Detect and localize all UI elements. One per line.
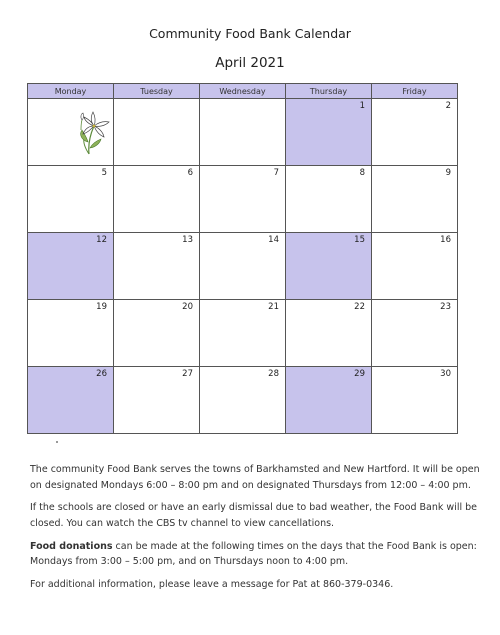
calendar-month: April 2021 [215, 55, 285, 71]
stray-dot [56, 441, 58, 443]
food-bank-notes [30, 462, 486, 600]
calendar-day-cell: 19 [28, 300, 114, 367]
calendar-day-cell: 29 [286, 367, 372, 434]
calendar-day-cell: 30 [372, 367, 458, 434]
calendar-day-cell: 28 [200, 367, 286, 434]
calendar-empty-cell [114, 99, 200, 166]
calendar-week-row [28, 166, 458, 233]
notes-paragraph-contact: For additional information, please leave a message for Pat at 860-379-0346. [30, 579, 394, 591]
calendar-title: Community Food Bank Calendar [149, 26, 351, 41]
day-header: Friday [372, 84, 458, 99]
day-header: Tuesday [114, 84, 200, 99]
calendar-day-cell: 1 [286, 99, 372, 166]
calendar-day-cell: 12 [28, 233, 114, 300]
calendar-day-cell: 21 [200, 300, 286, 367]
day-header-row [28, 84, 458, 99]
day-header: Wednesday [200, 84, 286, 99]
calendar-day-cell: 16 [372, 233, 458, 300]
calendar-day-cell: 23 [372, 300, 458, 367]
donations-heading: Food donations [30, 540, 113, 552]
calendar-day-cell: 2 [372, 99, 458, 166]
calendar-day-cell: 5 [28, 166, 114, 233]
calendar-week-row [28, 367, 458, 434]
calendar-day-cell: 9 [372, 166, 458, 233]
calendar-day-cell: 26 [28, 367, 114, 434]
notes-paragraph-service: The community Food Bank serves the towns of Barkhamsted and New Hartford. It will be open on designated Mondays 6:00 – 8:00 pm and on designated Thursdays from 12:00 – 4:00 pm. [30, 464, 480, 491]
calendar-day-cell: 8 [286, 166, 372, 233]
notes-paragraph-donations [30, 539, 486, 570]
calendar-day-cell: 27 [114, 367, 200, 434]
calendar-empty-cell [200, 99, 286, 166]
donations-text: can be made at the following times on the days that the Food Bank is open: Mondays from 3:00 – 5:00 pm, and on Thursdays noon to 4:00 pm. [30, 540, 477, 568]
calendar-day-cell: 22 [286, 300, 372, 367]
calendar-day-cell: 14 [200, 233, 286, 300]
calendar-day-cell: 15 [286, 233, 372, 300]
calendar-day-cell: 7 [200, 166, 286, 233]
notes-paragraph-weather: If the schools are closed or have an early dismissal due to bad weather, the Food Bank will be closed. You can watch the CBS tv channel to view cancellations. [30, 502, 478, 530]
calendar-day-cell: 6 [114, 166, 200, 233]
calendar-week-row [28, 300, 458, 367]
day-header: Thursday [286, 84, 372, 99]
calendar-day-cell: 20 [114, 300, 200, 367]
calendar-day-cell: 13 [114, 233, 200, 300]
calendar-week-row [28, 233, 458, 300]
lily-flower-icon [73, 110, 113, 156]
day-header: Monday [28, 84, 114, 99]
